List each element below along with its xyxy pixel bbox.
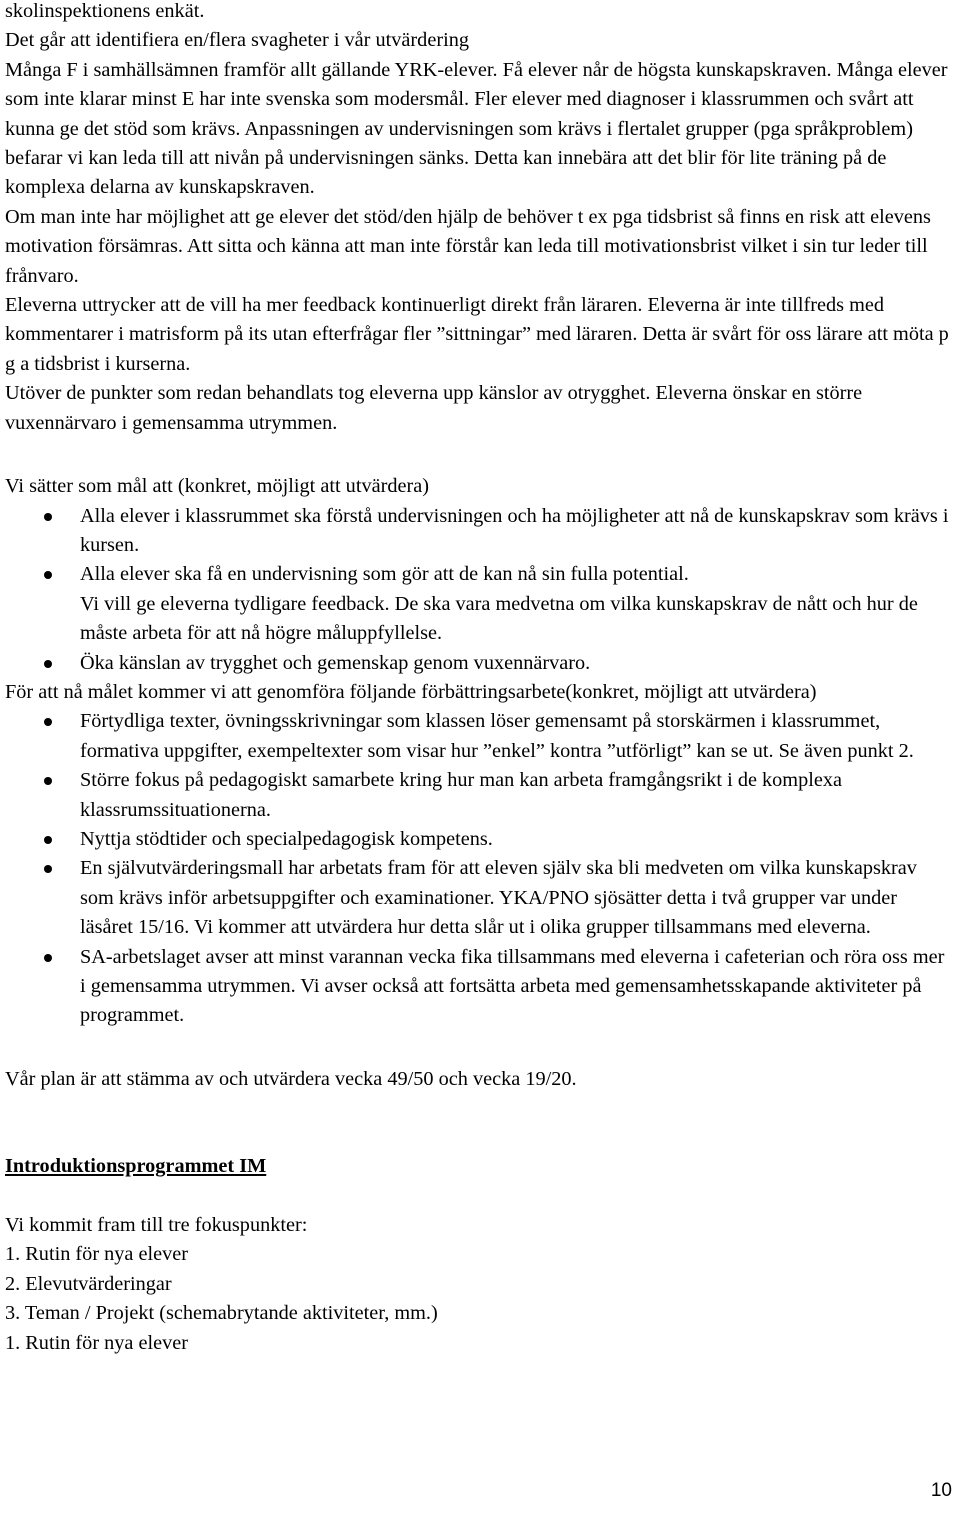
spacer [5, 438, 955, 472]
goals-list [5, 502, 955, 678]
im-point: 3. Teman / Projekt (schemabrytande aktiviteter, mm.) [5, 1302, 438, 1325]
paragraph-safety: Utöver de punkter som redan behandlats tog eleverna upp känslor av otrygghet. Eleverna önskar en större vuxennärvaro i gemensamma utrymmen. [5, 382, 863, 434]
action-item [5, 943, 955, 1031]
spacer [5, 1031, 955, 1065]
goal-item [5, 502, 955, 561]
goal-item [5, 649, 955, 678]
goal-item [5, 560, 955, 648]
im-point: 1. Rutin för nya elever [5, 1331, 189, 1354]
paragraph-motivation: Om man inte har möjlighet att ge elever det stöd/den hjälp de behöver t ex pga tidsbrist så finns en risk att elevens motivation försämras. Att sitta och känna att man inte förstår kan leda till motivationsbrist vilket i sin tur leder till frånvaro. [5, 205, 931, 287]
bullet-icon [44, 660, 52, 668]
actions-intro: För att nå målet kommer vi att genomföra följande förbättringsarbete(konkret, möjligt att utvärdera) [5, 680, 817, 703]
bullet-icon [44, 571, 52, 579]
goal-text: Öka känslan av trygghet och gemenskap genom vuxennärvaro. [80, 651, 591, 674]
document-page [5, 0, 955, 1358]
page-number: 10 [930, 1480, 952, 1501]
evaluation-plan: Vår plan är att stämma av och utvärdera vecka 49/50 och vecka 19/20. [5, 1067, 577, 1090]
section-heading: Introduktionsprogrammet IM [5, 1155, 267, 1178]
goal-text: Alla elever i klassrummet ska förstå undervisningen och ha möjligheter att nå de kunskapskrav som krävs i kursen. [80, 504, 949, 556]
bullet-icon [44, 513, 52, 521]
action-text: Nyttja stödtider och specialpedagogisk kompetens. [80, 827, 493, 850]
action-item [5, 707, 955, 766]
action-item [5, 854, 955, 942]
action-text: En självutvärderingsmall har arbetats fram för att eleven själv ska bli medveten om vilka kunskapskrav som krävs inför arbetsuppgifter och examinationer. YKA/PNO sjösätter detta i två grupper var under läsåret 15/16. Vi kommer att utvärdera hur detta slår ut i olika grupper tillsammans med eleverna. [80, 857, 917, 939]
bullet-icon [44, 718, 52, 726]
action-text: SA-arbetslaget avser att minst varannan vecka fika tillsammans med eleverna i cafeterian och röra oss mer i gemensamma utrymmen. Vi avser också att fortsätta arbeta med gemensamhetsskapande aktiviteter på programmet. [80, 945, 945, 1027]
im-intro: Vi kommit fram till tre fokuspunkter: [5, 1214, 308, 1237]
bullet-icon [44, 777, 52, 785]
paragraph-survey: skolinspektionens enkät. [5, 0, 205, 22]
spacer [5, 1094, 955, 1152]
paragraph-feedback: Eleverna uttrycker att de vill ha mer feedback kontinuerligt direkt från läraren. Eleverna är inte tillfreds med kommentarer i matrisform på its utan efterfrågar fler ”sittningar” med läraren. Detta är svårt för oss lärare att möta p g a tidsbrist i kurserna. [5, 294, 949, 375]
goals-intro: Vi sätter som mål att (konkret, möjligt att utvärdera) [5, 475, 430, 498]
im-point: 1. Rutin för nya elever [5, 1243, 189, 1266]
bullet-icon [44, 954, 52, 962]
bullet-icon [44, 865, 52, 873]
goal-text: Alla elever ska få en undervisning som gör att de kan nå sin fulla potential. Vi vill ge eleverna tydligare feedback. De ska vara medvetna om vilka kunskapskrav de nått och hur de måste arbeta för att nå högre måluppfyllelse. [80, 563, 918, 645]
bullet-icon [44, 836, 52, 844]
spacer [5, 1182, 955, 1211]
action-text: Förtydliga texter, övningsskrivningar som klassen löser gemensamt på storskärmen i klassrummet, formativa uppgifter, exempeltexter som visar hur ”enkel” kontra ”utförligt” kan se ut. Se även punkt 2. [80, 710, 914, 762]
action-item [5, 766, 955, 825]
action-text: Större fokus på pedagogiskt samarbete kring hur man kan arbeta framgångsrikt i de komplexa klassrumssituationerna. [80, 769, 843, 821]
actions-list [5, 707, 955, 1030]
im-point: 2. Elevutvärderingar [5, 1272, 172, 1295]
action-item [5, 825, 955, 854]
paragraph-weaknesses: Det går att identifiera en/flera svagheter i vår utvärdering Många F i samhällsämnen framför allt gällande YRK-elever. Få elever når de högsta kunskapskraven. Många elever som inte klarar minst E har inte svenska som modersmål. Fler elever med diagnoser i klassrummen och svårt att kunna ge det stöd som krävs. Anpassningen av undervisningen som krävs i flertalet grupper (pga språkproblem) befarar vi kan leda till att nivån på undervisningen sänks. Detta kan innebära att det blir för lite träning på de komplexa delarna av kunskapskraven. [5, 29, 948, 199]
